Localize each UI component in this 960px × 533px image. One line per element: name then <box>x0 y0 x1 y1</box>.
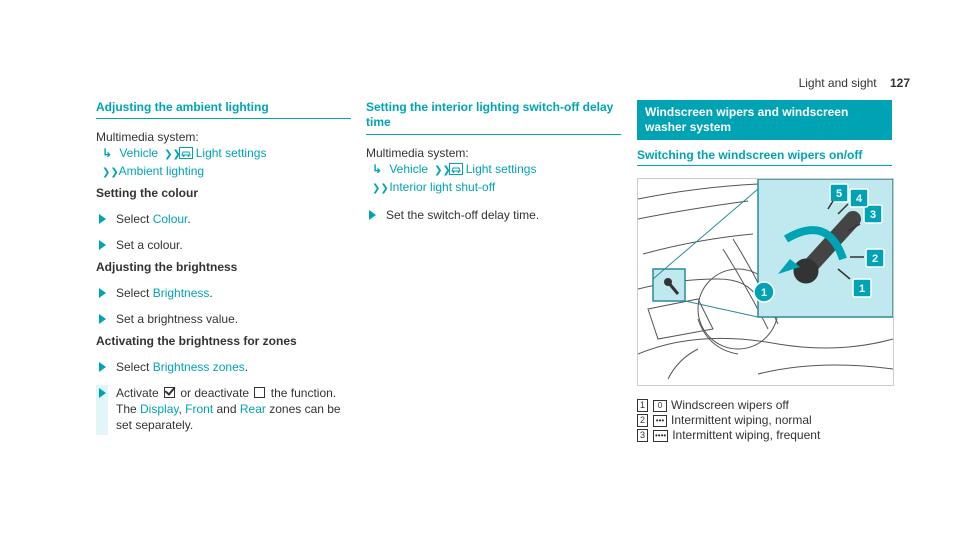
step-text: Set the switch-off delay time. <box>386 208 540 222</box>
return-arrow-icon: ↳ <box>372 162 383 176</box>
legend-number: 3 <box>637 429 648 442</box>
menu-path <box>366 161 621 197</box>
intro-text: Multimedia system: <box>366 146 469 160</box>
step-arrow-icon <box>99 214 106 224</box>
section-title: Adjusting the ambient lighting <box>96 100 351 119</box>
step-arrow-icon <box>99 240 106 250</box>
legend-text: Intermittent wiping, normal <box>671 413 812 427</box>
step <box>96 285 351 301</box>
chapter-band: Windscreen wipers and windscreen washer system <box>637 100 892 140</box>
step-text: or deactivate <box>177 386 253 400</box>
subheading-colour: Setting the colour <box>96 186 198 200</box>
legend-row <box>637 413 892 428</box>
step-text: and <box>213 402 240 416</box>
column-wipers <box>637 100 892 443</box>
step <box>96 211 351 227</box>
menu-path <box>96 145 351 181</box>
column-interior-lighting <box>366 100 621 223</box>
callout-5: 5 <box>835 188 843 200</box>
step-text: zones can be set separately. <box>116 402 341 432</box>
step-text: The <box>116 402 141 416</box>
double-chevron-icon: ❯❯ <box>372 183 389 194</box>
menu-link-interior-light-shut-off[interactable]: Interior light shut-off <box>389 180 496 194</box>
link-rear[interactable]: Rear <box>239 402 266 416</box>
legend-number: 1 <box>637 399 648 412</box>
step-arrow-icon <box>99 314 106 324</box>
wiper-off-symbol: 0 <box>653 400 667 412</box>
legend-number: 2 <box>637 414 648 427</box>
step-text: Set a brightness value. <box>116 312 239 326</box>
menu-link-ambient-lighting[interactable]: Ambient lighting <box>118 164 205 178</box>
step <box>96 237 351 253</box>
step-text: Select <box>116 286 153 300</box>
link-display[interactable]: Display <box>140 402 179 416</box>
dashboard-drawing <box>638 179 893 385</box>
subheading-brightness: Adjusting the brightness <box>96 260 238 274</box>
callout-3: 3 <box>869 209 877 221</box>
callout-1-lever: 1 <box>858 283 866 295</box>
step-text: Activate <box>116 386 163 400</box>
step-text: . <box>244 360 249 374</box>
legend-row <box>637 398 892 413</box>
step <box>96 311 351 327</box>
car-light-icon <box>449 163 463 175</box>
wiper-illustration <box>637 178 894 386</box>
step <box>366 207 621 223</box>
menu-link-vehicle[interactable]: Vehicle <box>389 162 429 176</box>
checkbox-empty-icon <box>254 387 265 398</box>
section-title: Switching the windscreen wipers on/off <box>637 148 892 166</box>
legend-text: Windscreen wipers off <box>671 398 789 412</box>
section-name: Light and sight <box>798 76 877 90</box>
legend-text: Intermittent wiping, frequent <box>672 428 821 442</box>
link-colour[interactable]: Colour <box>152 212 188 226</box>
step-text: , <box>178 402 186 416</box>
link-brightness[interactable]: Brightness <box>152 286 210 300</box>
section-title: Setting the interior lighting switch-off delay time <box>366 100 621 135</box>
step-text: Select <box>116 360 153 374</box>
callout-2: 2 <box>871 253 879 265</box>
step-text: . <box>187 212 191 226</box>
subheading-zones: Activating the brightness for zones <box>96 334 297 348</box>
step-arrow-icon <box>99 362 106 372</box>
callout-1-position: 1 <box>760 287 768 299</box>
column-ambient-lighting <box>96 100 351 433</box>
link-front[interactable]: Front <box>185 402 214 416</box>
double-chevron-icon: ❯❯ <box>431 165 451 176</box>
legend-row <box>637 428 892 443</box>
step-arrow-icon <box>369 210 376 220</box>
page-number: 127 <box>889 76 910 90</box>
step-arrow-icon <box>99 388 106 398</box>
figure-legend <box>637 398 892 443</box>
step-text: Set a colour. <box>116 238 183 252</box>
menu-link-vehicle[interactable]: Vehicle <box>119 146 159 160</box>
step <box>96 385 351 433</box>
step-text: Select <box>116 212 153 226</box>
checkbox-checked-icon <box>164 387 175 398</box>
page-header <box>799 76 910 90</box>
intro-text: Multimedia system: <box>96 130 199 144</box>
step-text: . <box>209 286 213 300</box>
return-arrow-icon: ↳ <box>102 146 113 160</box>
wiper-normal-symbol: ••• <box>653 415 667 427</box>
step-text: the function. <box>267 386 337 400</box>
step-arrow-icon <box>99 288 106 298</box>
step <box>96 359 351 375</box>
double-chevron-icon: ❯❯ <box>102 167 119 178</box>
link-brightness-zones[interactable]: Brightness zones <box>152 360 245 374</box>
menu-link-light-settings[interactable]: Light settings <box>465 162 537 176</box>
car-light-icon <box>179 147 193 159</box>
double-chevron-icon: ❯❯ <box>161 149 181 160</box>
wiper-frequent-symbol: •••• <box>655 430 667 440</box>
callout-4: 4 <box>855 193 863 205</box>
menu-link-light-settings[interactable]: Light settings <box>195 146 267 160</box>
